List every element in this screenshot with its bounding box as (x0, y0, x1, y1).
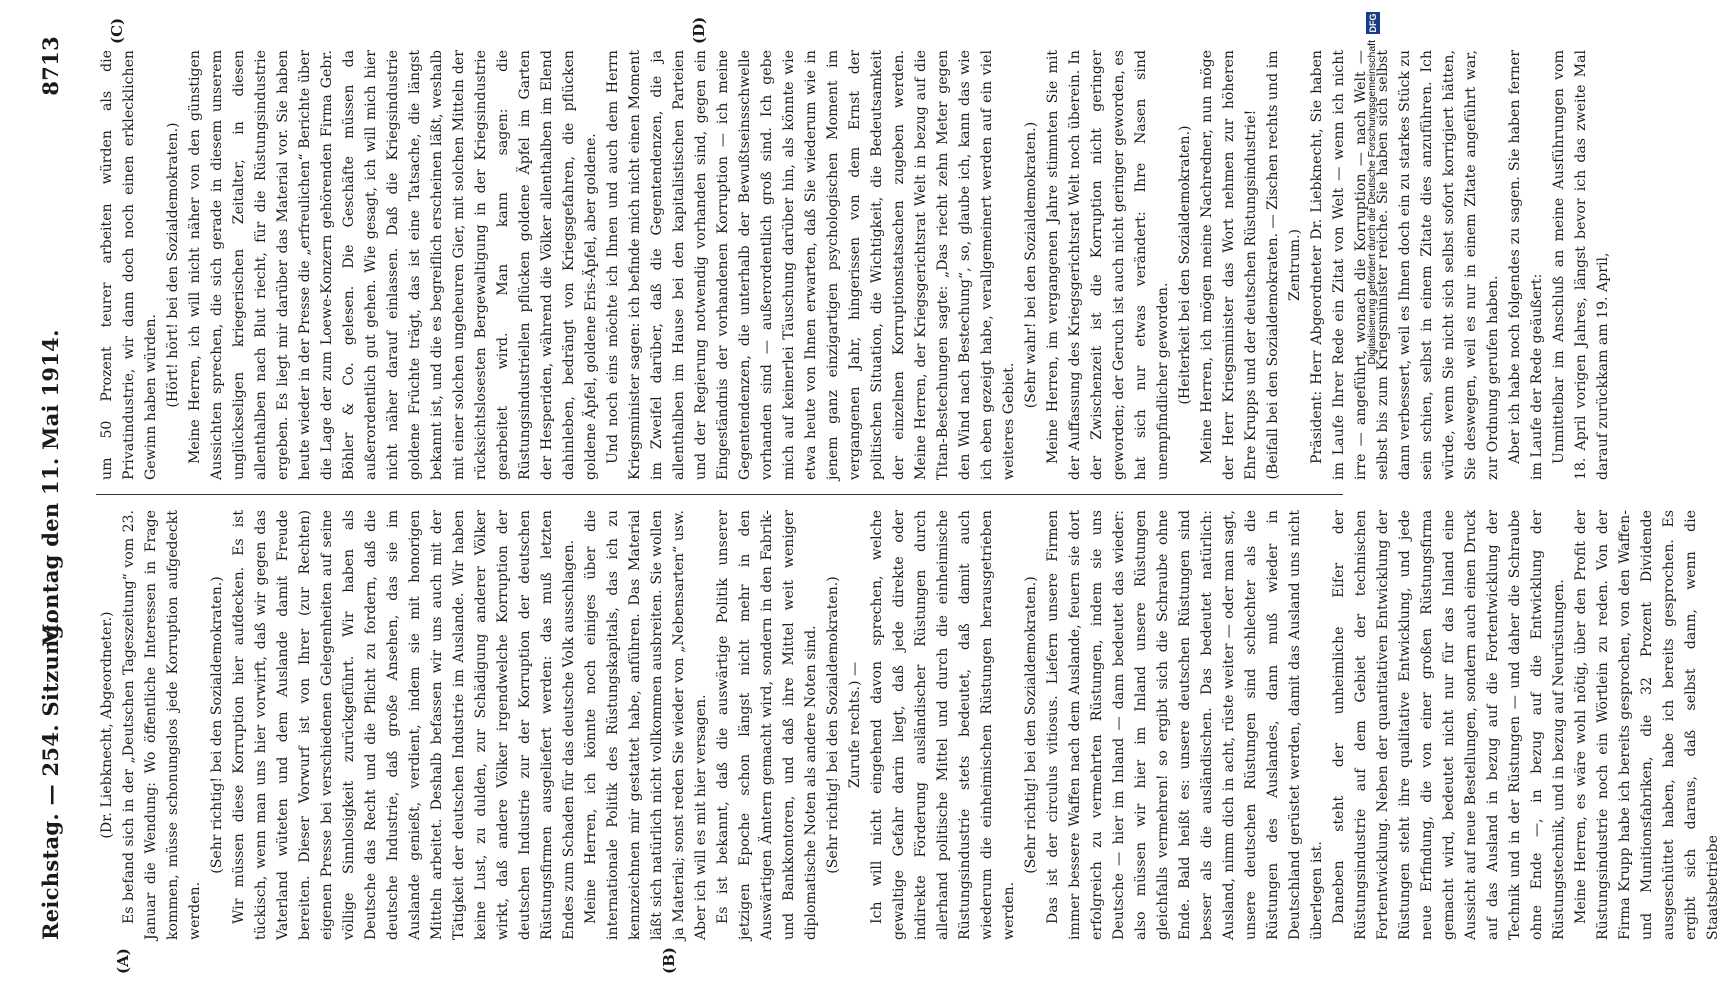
paragraph: Wir müssen diese Korruption hier aufdecken. Es ist tückisch, wenn man uns hier vorwirft, daß wir gegen das Vaterland wüteten und dem Auslande damit Freude bereiten. Dieser Vorwurf ist von Ihrer (zur Rechten) eigenen Presse bei verschiedenen Gelegenheiten auf seine völlige Sinnlosigkeit zurückgeführt. Wir haben als Deutsche das Recht und die Pflicht zu fordern, daß die deutsche Industrie, daß große Ansehen, das sie im Auslande genießt, verdient, indem sie mit honorigen Mitteln arbeitet. Deshalb befassen wir uns auch mit der Tätigkeit der deutschen Industrie im Auslande. Wir haben keine Lust, zu dulden, zur Schädigung anderer Völker wirkt, daß andere Völker irgendwelche Korruption der deutschen Industrie zur der Korruption der deutschen Rüstungsfirmen ausgeliefert werden: das muß letzten Endes zum Schaden für das deutsche Volk ausschlagen. (231, 510, 577, 940)
stage-direction: (Hört! hört! bei den Sozialdemokraten.) (165, 122, 181, 408)
margin-mark-c: (C) (108, 17, 126, 44)
page-header (28, 36, 78, 940)
paragraph: Und noch eins möchte ich Ihnen und auch dem Herrn Kriegsminister sagen: ich befinde mich nicht einen Moment im Zweifel darüber, daß die Gegentendenzen, die ja allenthalben im Hause bei den kapitalistischen Parteien und der Regierung notwendig vorhanden sind, gegen ein Eingeständnis der vorhandenen Korruption — ich meine Gegentendenzen, die unterhalb der Bewußtseinsschwelle vorhanden sind — außerordentlich groß sind. Ich gebe mich auf keinerlei Täuschung darüber hin, als könnte wie etwa heute von Ihnen erwarten, daß Sie wiederum wie in jenem ganz einzigartigen psychologischen Moment im vergangenen Jahr, hingerissen von dem Ernst der politischen Situation, die Wichtigkeit, die Bedeutsamkeit der einzelnen Korruptionstatsachen zugeben werden. Meine Herren, der Kriegsgerichtsrat Welt in bezug auf die Titan-Bestechungen sagte: „Das riecht zehn Meter gegen den Wind nach Bestechung“, so, glaube ich, kann das wie ich eben gezeigt habe, verallgemeinert werden auf ein viel weiteres Gebiet. (605, 50, 1017, 480)
stage-direction: (Sehr richtig! bei den Sozialdemokraten.) (209, 576, 225, 874)
left-column (96, 510, 1721, 940)
paragraph: Aber ich habe noch folgendes zu sagen. Sie haben ferner im Laufe der Rede geäußert: (1507, 50, 1545, 480)
paragraph: Meine Herren, ich will nicht näher von den günstigen Aussichten sprechen, die sich gerade in diesem unserem unglückseligen kriegerischen Zeitalter, in diesen allenthalben nach Blut riecht, für die Rüstungsindustrie ergeben. Es liegt mir darüber das Material vor. Sie haben heute wieder in der Presse die „erfreulichen“ Berichte über die Lage der zum Loewe-Konzern gehörenden Firma Gebr. Böhler & Co. gelesen. Die Geschäfte müssen da außerordentlich gut gehen. Wie gesagt, ich will mich hier nicht näher darauf einlassen. Daß die Kriegsindustrie goldene Früchte trägt, das ist eine Tatsache, die längst bekannt ist, und die es begreiflich erscheinen läßt, weshalb mit einer solchen ungeheuren Gier, mit solchen Mitteln der rücksichtslosesten Bergewaltigung in der Kriegsindustrie gearbeitet wird. Man kann sagen: die Rüstungsindustriellen pflücken goldene Äpfel im Garten der Hesperiden, während die Völker allenthalben im Elend dahinleben, bedrängt von Kriegsgefahren, die pflücken goldene Äpfel, goldene Eris-Äpfel, aber goldene. (187, 50, 599, 480)
quotation: Unmittelbar im Anschluß an meine Ausführungen vom 18. April vorigen Jahres, längst bevor ich das zweite Mal darauf zurückkam am 19. April, (1551, 50, 1611, 480)
stage-direction: (Sehr richtig! bei den Sozialdemokraten.) (825, 576, 841, 874)
paragraph: Das ist der circulus vitiosus. Liefern unsere Firmen immer bessere Waffen nach dem Auslande, feuern sie dort erfolgreich zu vermehrten Rüstungen, indem sie uns Deutsche — hier im Inland — dann bedeutet das wieder: also müssen wir hier im Inland unsere Rüstungen gleichfalls vermehren! so ergibt sich die Schraube ohne Ende. Bald heißt es: unsere deutschen Rüstungen sind besser als die ausländischen. Das bedeutet natürlich: Ausland, nimm dich in acht, rüste weiter — oder man sagt, unsere deutschen Rüstungen sind schlechter als die Rüstungen des Auslandes, dann muß wieder in Deutschland gerüstet werden, damit das Ausland uns nicht überlegen ist. (1045, 510, 1325, 940)
paragraph: Es befand sich in der „Deutschen Tageszeitung“ vom 23. Januar die Wendung: Wo öffentliche Interessen in Frage kommen, müsse schonungslos jede Korruption aufgedeckt werden. (121, 510, 203, 940)
digitization-credit (1366, 10, 1382, 990)
paragraph: Meine Herren, im vergangenen Jahre stimmten Sie mit der Auffassung des Kriegsgerichtsrat Welt noch überein. In der Zwischenzeit ist die Korruption nicht geringer geworden; der Geruch ist auch nicht geringer geworden, es hat sich nur etwas verändert: Ihre Nasen sind unempfindlicher geworden. (1045, 50, 1171, 480)
speaker-attribution: (Dr. Liebknecht, Abgeordneter.) (99, 611, 115, 839)
credit-text: Digitalisierung gefördert durch die Deutsche Forschungsgemeinschaft (1366, 40, 1378, 365)
margin-mark-a: (A) (114, 948, 132, 974)
paragraph: Meine Herren, ich könnte noch einiges über die internationale Politik des Rüstungskapitals, das ich zu kennzeichnen mir gestattet habe, anführen. Das Material läßt sich natürlich nicht vollkommen ausbreiten. Sie wollen ja Material; sonst reden Sie wieder von „Nebensarten“ usw. Aber ich will es mit hier versagen. (583, 510, 709, 940)
paragraph: Meine Herren, es wäre wohl nötig, über den Profit der Rüstungsindustrie noch ein Wörtlein zu reden. Von der Firma Krupp habe ich bereits gesprochen, von den Waffen- und Munitionsfabriken, die 32 Prozent Dividende ausgeschüttet haben, habe ich bereits gesprochen. Es ergibt sich daraus, daß selbst dann, wenn die Staatsbetriebe (1573, 510, 1721, 940)
paragraph: Es ist bekannt, daß die auswärtige Politik unserer jetzigen Epoche schon längst nicht mehr in den Auswärtigen Ämtern gemacht wird, sondern in den Fabrik- und Bankkontoren, und daß ihre Mittel weit weniger diplomatische Noten als andere Noten sind. (715, 510, 819, 940)
paragraph: Meine Herren, ich mögen meine Nachredner, nun möge der Herr Kriegsminister das Wort nehmen zur höheren Ehre Krupps und der deutschen Rüstungsindustrie! (1199, 50, 1259, 480)
paragraph: Ich will nicht eingehend davon sprechen, welche gewaltige Gefahr darin liegt, daß jede direkte oder indirekte Förderung ausländischer Rüstungen durch allerhand politische Mittel und durch die einheimische Rüstungsindustrie stets bedeutet, daß damit auch wiederum die einheimischen Rüstungen herausgetrieben werden. (869, 510, 1017, 940)
paragraph: um 50 Prozent teurer arbeiten würden als die Privatindustrie, wir dann doch noch einen erklecklichen Gewinn haben würden. (99, 50, 159, 480)
stage-direction: (Beifall bei den Sozialdemokraten. — Zischen rechts und im Zentrum.) (1265, 50, 1303, 480)
stage-direction: (Sehr richtig! bei den Sozialdemokraten.) (1023, 576, 1039, 874)
margin-mark-d: (D) (690, 16, 708, 44)
dfg-logo: DFG (1368, 13, 1378, 33)
header-left: Reichstag. — 254. Sitzung. (38, 616, 63, 940)
header-date: Montag den 11. Mai 1914. (38, 329, 63, 647)
paragraph: Daneben steht der unheimliche Eifer der Rüstungsindustrie auf dem Gebiet der technischen Fortentwicklung. Neben der quantitativen Entwicklung der Rüstungen steht ihre qualitative Entwicklung, und jede neue Erfindung, die von einer großen Rüstungsfirma gemacht wird, bedeutet nicht nur für das Inland eine Aussicht auf neue Bestellungen, sondern auch einen Druck auf das Ausland in bezug auf die Fortentwicklung der Technik und in der Rüstungen — und daher die Schraube ohne Ende —, in bezug auf die Entwicklung der Rüstungstechnik, und in bezug auf Neurüstungen. (1331, 510, 1567, 940)
page-number: 8713 (38, 36, 63, 96)
stage-direction: Zurufe rechts.) — (847, 661, 863, 789)
president-paragraph: Präsident: Herr Abgeordneter Dr. Liebknecht, Sie haben im Laufe Ihrer Rede ein Zitat von Welt — wenn ich nicht irre — angeführt, wonach die Korruption — nach Welt — selbst bis zum Kriegsminister reiche. Sie haben sich selbst dann verbessert, weil es Ihnen doch ein zu starkes Stück zu sein schien, selbst in einem Zitate dies anzuführen. Ich würde, wenn Sie nicht sich selbst sofort korrigiert hätten, Sie deswegen, weil es nur in einem Zitate angeführt war, zur Ordnung gerufen haben. (1309, 50, 1501, 480)
stage-direction: (Sehr wahr! bei den Sozialdemokraten.) (1023, 121, 1039, 409)
margin-mark-b: (B) (660, 947, 678, 974)
column-divider (96, 494, 1343, 495)
stage-direction: (Heiterkeit bei den Sozialdemokraten.) (1177, 125, 1193, 405)
